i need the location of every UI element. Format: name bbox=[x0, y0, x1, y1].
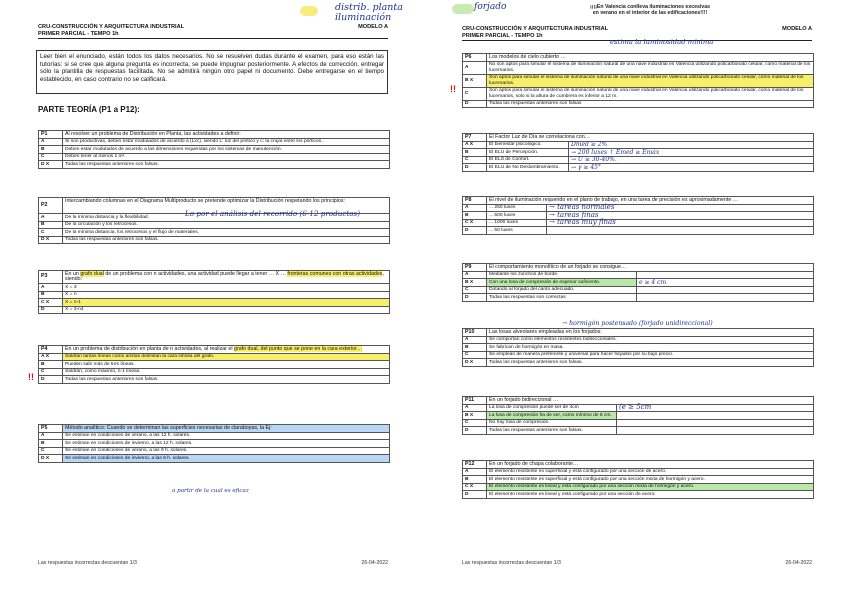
option-key: A bbox=[463, 61, 487, 74]
question-text bbox=[63, 271, 390, 284]
option-text: X = n bbox=[63, 291, 390, 299]
option-text: Pueden salir más de tres líneas. bbox=[63, 361, 390, 369]
option-text: Se fabrican de hormigón en masa. bbox=[487, 344, 814, 352]
option-text: Se comportan como elementos resistentes bidireccionales. bbox=[487, 336, 814, 344]
option-text: Saldrán tantas líneas como aristas delimitan la cara infinita del grafo. bbox=[63, 353, 390, 361]
question-text: Método analítico: Cuando se determinan las superficies necesarias de claraboyas, la Ej: bbox=[63, 425, 390, 433]
option-key: D X bbox=[39, 236, 63, 244]
text-part: , siendo: bbox=[65, 270, 384, 282]
handwritten-answer: → 200 luxes ↑ Emed ≥ Emáx bbox=[569, 149, 814, 157]
header-model: MODELO A bbox=[358, 24, 388, 30]
handwritten-note-top: forjado bbox=[474, 2, 507, 12]
option-key: A X bbox=[39, 353, 63, 361]
handwritten-note-p2: Lo por el análisis del recorrido (6-12 productos) bbox=[185, 209, 361, 218]
option-text: El elemento resistente es lineal y está configurado por una sección de acero. bbox=[487, 491, 814, 499]
option-key: D X bbox=[39, 455, 63, 463]
option-key: B bbox=[39, 221, 63, 229]
option-text: Todas las respuestas son correctas bbox=[487, 294, 637, 302]
question-p12 bbox=[462, 460, 814, 499]
option-key: C bbox=[39, 229, 63, 237]
handwritten-note-top: distrib. planta iluminación bbox=[335, 2, 403, 23]
question-text: El nivel de iluminación requerido en el plano de trabajo, en una tarea de precisión es aproximadamente … bbox=[487, 197, 814, 205]
option-text: De la mínima distancia y la flexibilidad. bbox=[63, 214, 390, 222]
question-text: En un forjado de chapa colaborante… bbox=[487, 461, 814, 469]
option-text: Saldrán, como máximo, n-1 líneas. bbox=[63, 368, 390, 376]
question-key: P11 bbox=[463, 397, 487, 405]
question-text: Intercambiando columnas en el Diagrama Multiproducto se pretende optimizar la Distribución respetando los principios: bbox=[63, 198, 390, 214]
option-text: El ELU de No Deslumbramiento. bbox=[487, 164, 569, 172]
option-key: B bbox=[39, 291, 63, 299]
option-key: B bbox=[463, 344, 487, 352]
option-text: De la circulación y los retrocesos. bbox=[63, 221, 390, 229]
question-key: P12 bbox=[463, 461, 487, 469]
yellow-highlight-mark bbox=[300, 6, 318, 16]
question-p1 bbox=[38, 130, 390, 169]
option-text: Todas las respuestas anteriores son falsas. bbox=[63, 161, 390, 169]
option-text: X = 3-n4 bbox=[63, 306, 390, 314]
option-text: ... 500 luxes bbox=[487, 212, 547, 220]
option-text: Dotando al forjado del canto adecuado. bbox=[487, 286, 637, 294]
header-title: CRU-CONSTRUCCIÓN Y ARQUITECTURA INDUSTRIAL bbox=[38, 24, 185, 30]
option-text: El elemento resistente es superficial y está configurado por una sección mixta de hormigón y acero. bbox=[487, 476, 814, 484]
handwritten-answer bbox=[617, 419, 814, 427]
option-key: A X bbox=[463, 141, 487, 149]
option-text: No hay losa de compresión. bbox=[487, 419, 617, 427]
exam-header-subtitle: PRIMER PARCIAL - TEMPO 1h bbox=[38, 31, 388, 39]
handwritten-note-p10: → hormigón postensado (forjado unidireccional) bbox=[562, 320, 713, 327]
question-p8 bbox=[462, 196, 814, 235]
question-key: P8 bbox=[463, 197, 487, 205]
option-key: A bbox=[463, 336, 487, 344]
option-text: El elemento resistente es lineal y está configurado por una sección mixta de hormigón y acero. bbox=[487, 483, 814, 491]
question-key: P7 bbox=[463, 134, 487, 142]
option-key: D bbox=[463, 227, 487, 235]
option-key: A bbox=[39, 138, 63, 146]
handwritten-answer bbox=[617, 412, 814, 420]
option-text: Se estiman en condiciones de verano, a las 9 h. solares. bbox=[63, 447, 390, 455]
option-text: Se estiman en condiciones de verano, a las 12 h. solares. bbox=[63, 432, 390, 440]
option-text: De la mínima distancia, los retrocesos y el flujo de materiales. bbox=[63, 229, 390, 237]
handwritten-note-p5: a partir de la cual es eficaz bbox=[172, 488, 249, 494]
question-key: P3 bbox=[39, 271, 63, 284]
option-text: Todas las respuestas anteriores son falsas. bbox=[487, 427, 617, 435]
question-key: P6 bbox=[463, 54, 487, 62]
option-key: C bbox=[463, 87, 487, 100]
option-text: El bienestar psicológico. bbox=[487, 141, 569, 149]
question-key: P2 bbox=[39, 198, 63, 214]
option-text: La losa de compresión puede ser de 4cm bbox=[487, 404, 617, 412]
question-key: P1 bbox=[39, 131, 63, 139]
option-key: B bbox=[39, 146, 63, 154]
option-key: D bbox=[463, 491, 487, 499]
handwritten-answer: → tareas finas bbox=[547, 212, 814, 220]
highlighted-text: grafo dual bbox=[80, 270, 104, 277]
handwritten-answer bbox=[637, 271, 814, 279]
option-key: B bbox=[39, 440, 63, 448]
option-key: A bbox=[39, 432, 63, 440]
header-model: MODELO A bbox=[782, 26, 812, 32]
option-key: A bbox=[39, 284, 63, 292]
option-key: D bbox=[463, 100, 487, 108]
option-key: C X bbox=[39, 299, 63, 307]
handwritten-answer: → tareas normales bbox=[547, 204, 814, 212]
warning-mark: !! bbox=[450, 84, 456, 94]
section-title: PARTE TEORÍA (P1 a P12): bbox=[38, 105, 140, 114]
handwritten-answer: e ≥ 4 cm bbox=[637, 279, 814, 287]
footer-date: 26-04-2022 bbox=[361, 560, 388, 566]
option-key: B bbox=[463, 476, 487, 484]
option-text: No son aptos para simular el sistema de iluminación natural de una nave industrial en Valencia utilizando policarbonato celular, como material de los lucernarios. bbox=[487, 61, 814, 74]
question-text bbox=[63, 346, 390, 354]
option-key: B X bbox=[463, 279, 487, 287]
option-text: Todas las respuestas anteriores son falsas bbox=[63, 376, 390, 384]
option-text: El ELS de Confort. bbox=[487, 156, 569, 164]
question-p2 bbox=[38, 197, 390, 244]
question-text: Las losas alveolares empleadas en los forjados: bbox=[487, 329, 814, 337]
option-text: X = 3 bbox=[63, 284, 390, 292]
question-p9 bbox=[462, 263, 814, 302]
handwritten-answer bbox=[617, 427, 814, 435]
handwritten-answer bbox=[637, 286, 814, 294]
option-text: Todas las respuestas anteriores son falsas. bbox=[487, 359, 814, 367]
question-text: El Factor Luz de Día se correlaciona con… bbox=[487, 134, 814, 142]
option-key: D bbox=[463, 294, 487, 302]
option-key: D X bbox=[39, 161, 63, 169]
option-text: El ELU de Percepción. bbox=[487, 149, 569, 157]
green-highlight-mark bbox=[452, 4, 474, 14]
text-part: En un problema de distribución en planta de n actividades, al realizar el bbox=[65, 345, 235, 352]
option-text: El elemento resistente es superficial y está configurado por una sección de acero. bbox=[487, 468, 814, 476]
question-p11 bbox=[462, 396, 814, 435]
question-key: P5 bbox=[39, 425, 63, 433]
option-text: Todas las respuestas anteriores son falsas bbox=[487, 100, 814, 108]
warning-note: ¡¡¡¡En Valencia conlleva iluminaciones excesivas en verano en el interior de las edificaciones!!!! bbox=[590, 4, 710, 17]
question-p7 bbox=[462, 133, 814, 172]
handwritten-note-p6: estima la luminosidad mínima bbox=[610, 38, 714, 46]
option-key: B bbox=[463, 212, 487, 220]
exam-header-subtitle: PRIMER PARCIAL - TEMPO 1h bbox=[462, 33, 812, 41]
option-text: Todas las respuestas anteriores son falsas. bbox=[63, 236, 390, 244]
option-key: A bbox=[463, 204, 487, 212]
option-text: Deben estar modulados de acuerdo a las dimensiones requeridas por los sistemas de manutención. bbox=[63, 146, 390, 154]
footer-text: Las respuestas incorrectas descuentan 1/3 bbox=[38, 560, 137, 566]
question-text: En un forjado bidireccional … bbox=[487, 397, 814, 405]
option-key: A bbox=[39, 214, 63, 222]
text-part: En un bbox=[65, 270, 81, 277]
option-key: A bbox=[463, 468, 487, 476]
question-key: P4 bbox=[39, 346, 63, 354]
option-text: ... 250 luxes bbox=[487, 204, 547, 212]
question-p5 bbox=[38, 424, 390, 463]
footer-text: Las respuestas incorrectas descuentan 1/3 bbox=[462, 560, 561, 566]
question-key: P10 bbox=[463, 329, 487, 337]
warning-mark: !! bbox=[28, 372, 34, 382]
option-key: C bbox=[463, 286, 487, 294]
question-text: Los modelos de cielo cubierto … bbox=[487, 54, 814, 62]
option-text: Si son productivas, deben estar modulados de acuerdo a (Lxc), siendo L: luz del pórtico y c: la crujía entre los pórticos.. bbox=[63, 138, 390, 146]
option-key: A bbox=[463, 404, 487, 412]
option-key: B bbox=[463, 149, 487, 157]
option-key: B bbox=[39, 361, 63, 369]
highlighted-text: grafo dual bbox=[234, 345, 258, 352]
option-key: D bbox=[463, 427, 487, 435]
option-text: ... 1000 luxes bbox=[487, 219, 547, 227]
header-title: CRU-CONSTRUCCIÓN Y ARQUITECTURA INDUSTRIAL bbox=[462, 26, 609, 32]
handwritten-answer: → γ ≥ 45° bbox=[569, 164, 814, 172]
exam-page-right bbox=[424, 0, 848, 599]
handwritten-answer bbox=[547, 227, 814, 235]
option-key: B X bbox=[463, 412, 487, 420]
option-key: D bbox=[39, 306, 63, 314]
option-key: B X bbox=[463, 74, 487, 87]
option-text: Deben tener al menos 1 m². bbox=[63, 153, 390, 161]
handwritten-answer: Dmed ≥ 2% bbox=[569, 141, 814, 149]
option-key: C bbox=[463, 419, 487, 427]
option-key: A bbox=[463, 271, 487, 279]
option-key: C bbox=[463, 351, 487, 359]
question-p4 bbox=[38, 345, 390, 384]
option-key: C bbox=[463, 156, 487, 164]
question-text: Al resolver un problema de Distribución en Planta, las actividades a definir: bbox=[63, 131, 390, 139]
option-key: C X bbox=[463, 219, 487, 227]
handwritten-answer bbox=[637, 294, 814, 302]
option-key: C X bbox=[463, 483, 487, 491]
handwritten-answer: → U ≥ 30-40%. bbox=[569, 156, 814, 164]
option-text: La losa de compresión ha de ser, como mínimo de 5 cm. bbox=[487, 412, 617, 420]
option-text: X = n-1 bbox=[63, 299, 390, 307]
question-p3 bbox=[38, 270, 390, 314]
option-text: Se estiman en condiciones de invierno, a las 9 h. solares. bbox=[63, 455, 390, 463]
highlighted-text: fronteras comunes con otras actividades bbox=[287, 270, 383, 277]
highlighted-text: , del punto que se pone en la cara exterior… bbox=[257, 345, 363, 352]
option-text: Son aptos para simular el sistema de iluminación natural de una nave industrial en Valencia utilizando policarbonato celular, como material de los lucernarios, solo si la altura de cumbrera es inferior a 12 m. bbox=[487, 87, 814, 100]
exam-instructions: Leer bien el enunciado, están todos los datos necesarios. No se resuelven dudas durante el examen, para eso están las tutorías: si se cree que alguna pregunta es incorrecta, se puede impugnar posteriormente. A efectos de corrección, entregar sólo la plantilla de respuestas facilitada. No se admitirá ningún otro papel ni documento. Debe entregarse en el tiempo establecido, en caso contrario no se calificará. bbox=[36, 50, 388, 94]
option-text: Con una losa de compresión de espesor suficiente. bbox=[487, 279, 637, 287]
page-footer bbox=[462, 560, 812, 566]
option-text: Se emplean de manera preferente y universal para hacer forjados por su bajo precio. bbox=[487, 351, 814, 359]
option-text: Se estiman en condiciones de invierno, a las 12 h. solares. bbox=[63, 440, 390, 448]
page-footer bbox=[38, 560, 388, 566]
option-text: Mediante los zunchos de borde. bbox=[487, 271, 637, 279]
exam-header-title bbox=[462, 26, 812, 33]
option-text: ... 50 luxes bbox=[487, 227, 547, 235]
option-text: Son aptos para simular el sistema de iluminación natural de una nave industrial en Valencia utilizando policarbonato celular, como material de los lucernarios. bbox=[487, 74, 814, 87]
option-key: D bbox=[39, 376, 63, 384]
option-key: D X bbox=[463, 359, 487, 367]
handwritten-answer: → tareas muy finas bbox=[547, 219, 814, 227]
exam-header-title bbox=[38, 24, 388, 31]
question-p6 bbox=[462, 53, 814, 108]
question-p10 bbox=[462, 328, 814, 367]
footer-date: 26-04-2022 bbox=[785, 560, 812, 566]
handwritten-answer: (e ≥ 5cm bbox=[617, 404, 814, 412]
option-key: C bbox=[39, 447, 63, 455]
text-part: de un problema con n actividades, una actividad puede llegar a tener … X … bbox=[103, 270, 288, 277]
question-key: P9 bbox=[463, 264, 487, 272]
option-key: D bbox=[463, 164, 487, 172]
question-text: El comportamiento monolítico de un forjado se consigue… bbox=[487, 264, 814, 272]
option-key: C bbox=[39, 153, 63, 161]
option-key: C bbox=[39, 368, 63, 376]
